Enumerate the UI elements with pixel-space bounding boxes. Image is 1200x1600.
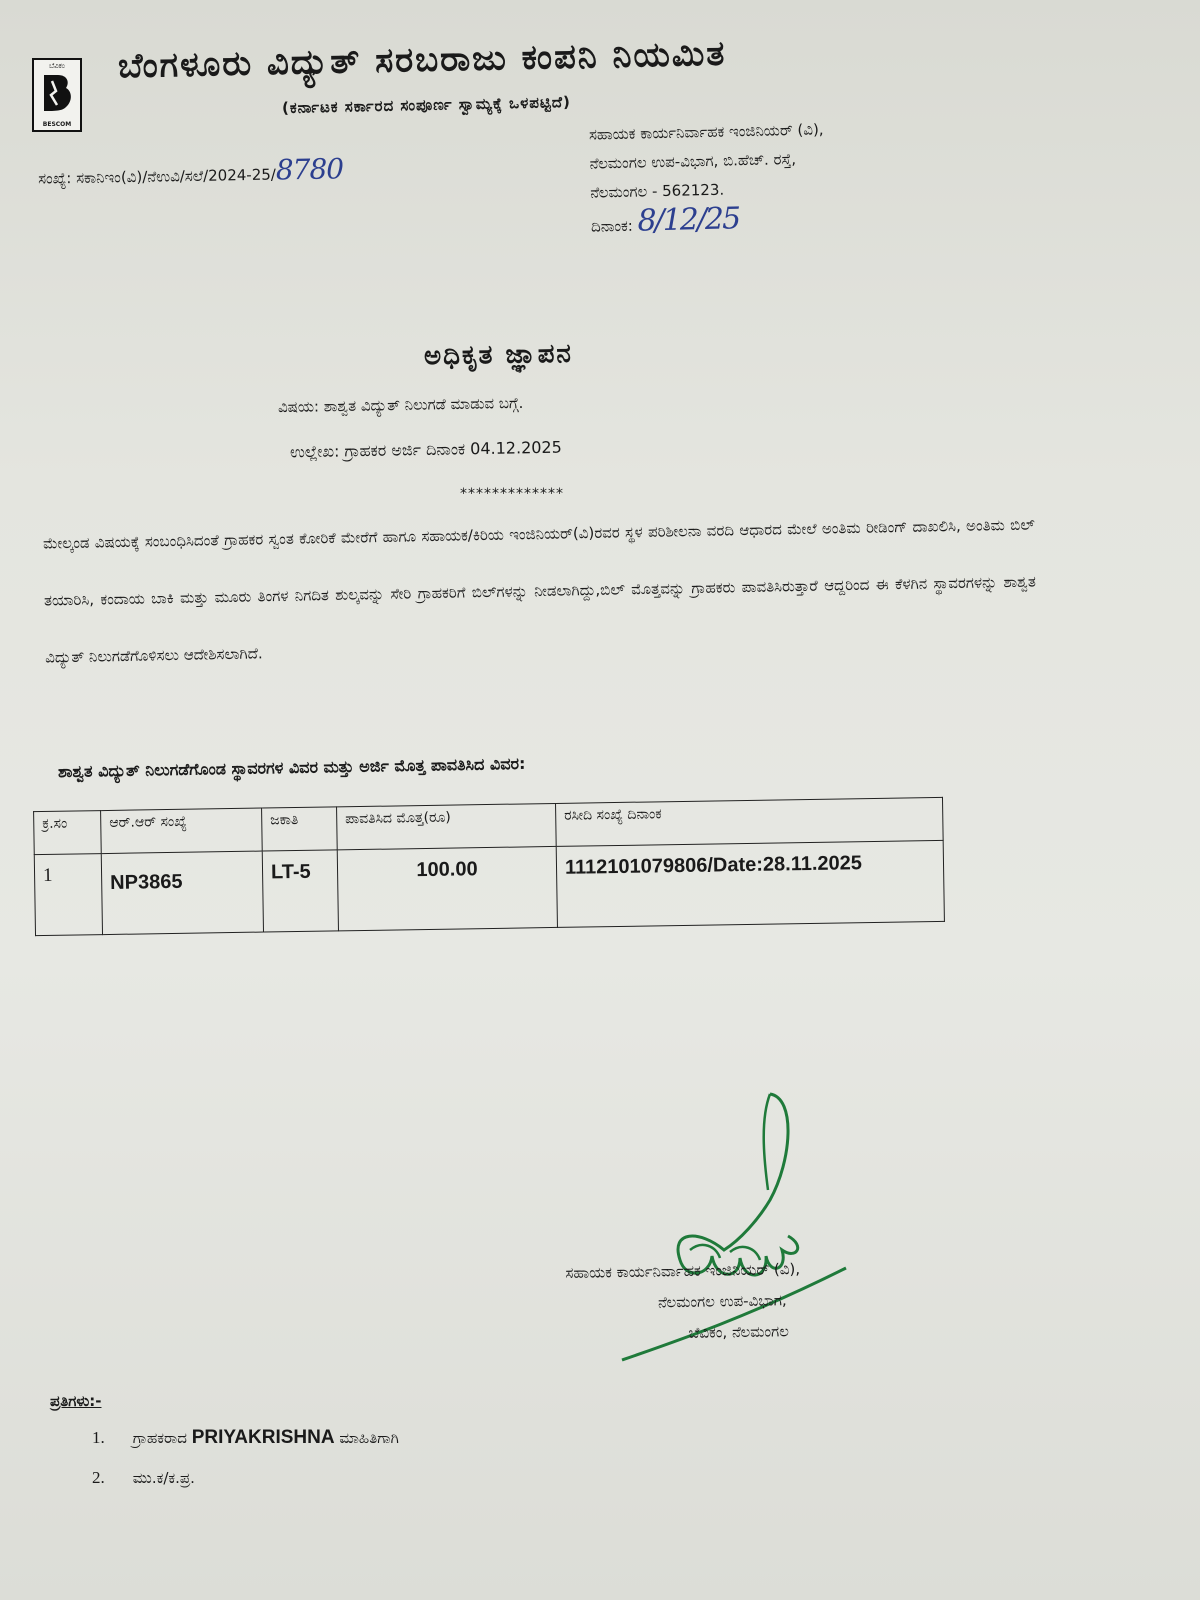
cell-rr-number: NP3865 — [101, 851, 263, 935]
separator-stars: ************* — [460, 486, 564, 502]
signatory-line-1: ಸಹಾಯಕ ಕಾರ್ಯನಿರ್ವಾಹಕ ಇಂಜಿನಿಯರ್ (ವಿ), — [565, 1259, 801, 1283]
reference-number-handwritten: 8780 — [275, 152, 344, 187]
copy-number: 1. — [92, 1428, 105, 1447]
list-item — [92, 1418, 399, 1458]
company-title: ಬೆಂಗಳೂರು ವಿದ್ಯುತ್ ಸರಬರಾಜು ಕಂಪನಿ ನಿಯಮಿತ — [117, 33, 727, 87]
col-tariff: ಜಕಾತಿ — [262, 807, 338, 851]
copies-list — [92, 1418, 399, 1498]
address-line-1: ಸಹಾಯಕ ಕಾರ್ಯನಿರ್ವಾಹಕ ಇಂಜಿನಿಯರ್ (ವಿ), — [588, 120, 824, 144]
copy-post: ಮಾಹಿತಿಗಾಗಿ — [339, 1429, 399, 1447]
copy-text: ಮು.ಕ/ಕ.ಪ್ರ. — [132, 1469, 195, 1487]
memo-body: ಮೇಲ್ಕಂಡ ವಿಷಯಕ್ಕೆ ಸಂಬಂಧಿಸಿದಂತೆ ಗ್ರಾಹಕರ ಸ್ವಂತ ಕೋರಿಕೆ ಮೇರೆಗೆ ಹಾಗೂ ಸಹಾಯಕ/ಕಿರಿಯ ಇಂಜಿನಿಯರ್(ವಿ)ರವರ ಸ್ಥಳ ಪರಿಶೀಲನಾ ವರದಿ ಆಧಾರದ ಮೇಲೆ ಅಂತಿಮ ರೀಡಿಂಗ್ ದಾಖಲಿಸಿ, ಅಂತಿಮ ಬಿಲ್ ತಯಾರಿಸಿ, ಕಂದಾಯ ಬಾಕಿ ಮತ್ತು ಮೂರು ತಿಂಗಳ ನಿಗದಿತ ಶುಲ್ಕವನ್ನು ಸೇರಿ ಗ್ರಾಹಕರಿಗೆ ಬಿಲ್‌ಗಳನ್ನು ನೀಡಲಾಗಿದ್ದು,ಬಿಲ್ ಮೊತ್ತವನ್ನು ಗ್ರಾಹಕರು ಪಾವತಿಸಿರುತ್ತಾರೆ ಆದ್ದರಿಂದ ಈ ಕೆಳಗಿನ ಸ್ಥಾವರಗಳನ್ನು ಶಾಶ್ವತ ವಿದ್ಯುತ್ ನಿಲುಗಡೆಗೊಳಿಸಲು ಆದೇಶಿಸಲಾಗಿದೆ. — [42, 515, 1037, 667]
cell-serial: 1 — [34, 854, 102, 936]
company-subtitle: (ಕರ್ನಾಟಕ ಸರ್ಕಾರದ ಸಂಪೂರ್ಣ ಸ್ವಾಮ್ಯಕ್ಕೆ ಒಳಪಟ್ಟಿದೆ) — [281, 92, 572, 118]
table-row — [34, 840, 944, 935]
date-handwritten: 8/12/25 — [637, 201, 740, 239]
cell-tariff: LT-5 — [262, 850, 338, 932]
signatory-block — [565, 1254, 801, 1351]
copy-number: 2. — [92, 1468, 105, 1487]
memo-subject: ವಿಷಯ: ಶಾಶ್ವತ ವಿದ್ಯುತ್ ನಿಲುಗಡೆ ಮಾಡುವ ಬಗ್ಗೆ. — [277, 393, 524, 417]
cell-amount: 100.00 — [337, 846, 557, 930]
col-serial: ಕ್ರ.ಸಂ — [34, 811, 102, 855]
logo-bottom-text: BESCOM — [42, 121, 72, 128]
date-label: ದಿನಾಂಕ: — [590, 216, 634, 236]
installation-table — [33, 797, 945, 936]
list-item — [92, 1458, 399, 1498]
col-receipt: ರಸೀದಿ ಸಂಖ್ಯೆ ದಿನಾಂಕ — [556, 797, 944, 846]
memo-reference: ಉಲ್ಲೇಖ: ಗ್ರಾಹಕರ ಅರ್ಜಿ ದಿನಾಂಕ 04.12.2025 — [289, 437, 562, 462]
bescom-b-emblem-icon — [40, 73, 74, 113]
address-date — [591, 202, 826, 241]
copy-pre: ಗ್ರಾಹಕರಾದ — [132, 1429, 187, 1447]
logo-top-text: ಬೆವಿಕಂ — [49, 62, 65, 70]
copies-heading: ಪ್ರತಿಗಳು:- — [50, 1392, 102, 1410]
reference-number-prefix: ಸಂಖ್ಯೆ: ಸಕಾನಿಇಂ(ವಿ)/ನೆಉವಿ/ಸಲೆ/2024-25/ — [37, 165, 277, 188]
address-line-3: ನೆಲಮಂಗಲ - 562123. — [590, 180, 725, 202]
table-heading: ಶಾಶ್ವತ ವಿದ್ಯುತ್ ನಿಲುಗಡೆಗೊಂಡ ಸ್ಥಾವರಗಳ ವಿವರ ಮತ್ತು ಅರ್ಜಿ ಮೊತ್ತ ಪಾವತಿಸಿದ ವಿವರ: — [57, 753, 526, 782]
memo-title: ಅಧಿಕೃತ ಜ್ಞಾಪನ — [423, 338, 574, 372]
sender-address — [589, 115, 826, 241]
address-line-2: ನೆಲಮಂಗಲ ಉಪ-ವಿಭಾಗ, ಬಿ.ಹೆಚ್. ರಸ್ತೆ, — [589, 149, 797, 173]
customer-name: PRIYAKRISHNA — [191, 1427, 335, 1448]
signatory-line-3: ಬೆವಿಕಂ, ನೆಲಮಂಗಲ — [688, 1322, 790, 1342]
cell-receipt: 1112101079806/Date:28.11.2025 — [556, 840, 944, 927]
signatory-line-2: ನೆಲಮಂಗಲ ಉಪ-ವಿಭಾಗ, — [657, 1291, 787, 1312]
col-amount-paid: ಪಾವತಿಸಿದ ಮೊತ್ತ(ರೂ) — [337, 803, 557, 849]
col-rr-number: ಆರ್.ಆರ್ ಸಂಖ್ಯೆ — [101, 808, 263, 854]
bescom-logo — [32, 58, 82, 132]
reference-number — [38, 152, 344, 190]
